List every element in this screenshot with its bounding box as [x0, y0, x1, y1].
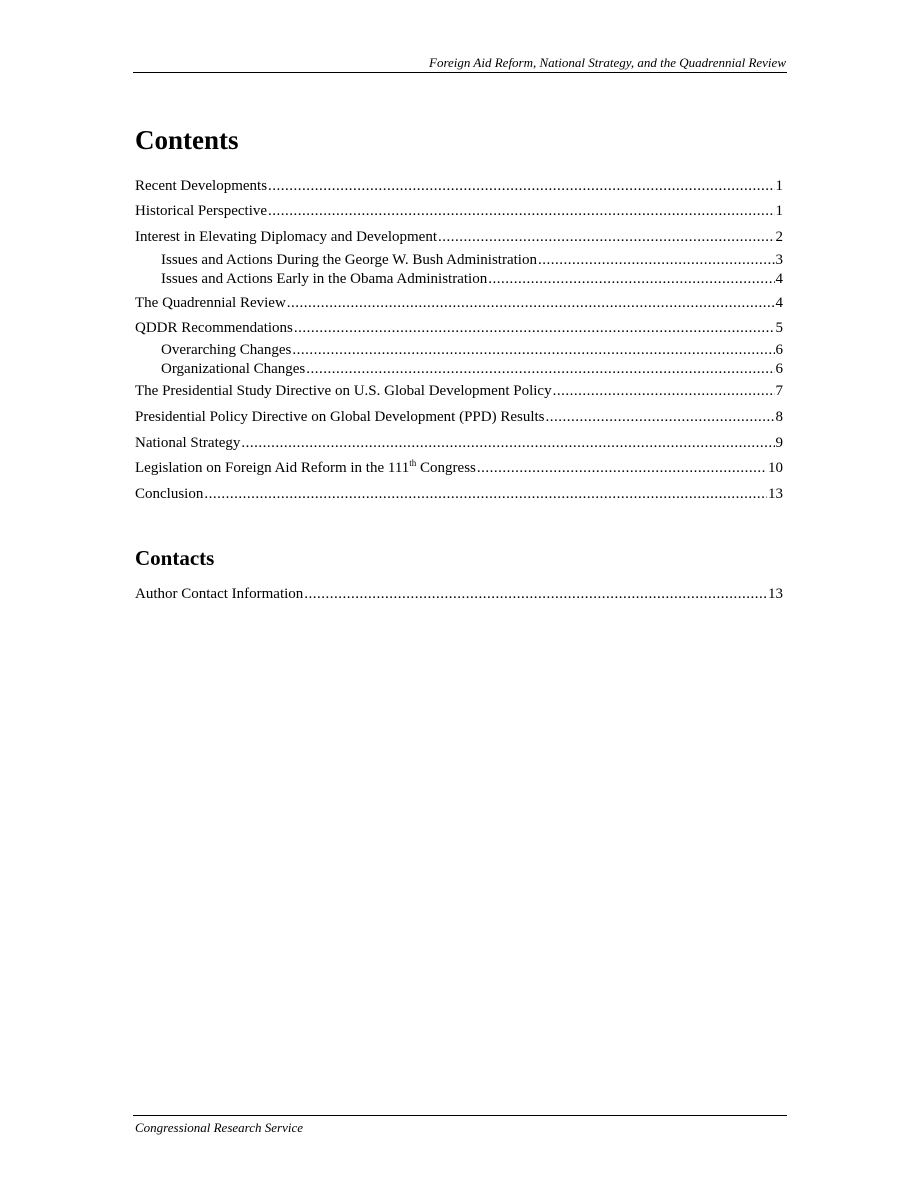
toc-subentry[interactable]: [135, 270, 783, 288]
running-footer: Congressional Research Service: [135, 1120, 303, 1135]
toc-entry-title: Issues and Actions Early in the Obama Administration: [161, 271, 488, 287]
toc-entry-title: The Presidential Study Directive on U.S. Global Development Policy: [135, 383, 552, 399]
toc-leader-dots: [546, 408, 775, 426]
toc-entry[interactable]: [135, 485, 783, 503]
toc-leader-dots: [306, 360, 774, 378]
toc-leader-dots: [287, 294, 775, 312]
toc-entry-page: 2: [775, 229, 783, 245]
toc-leader-dots: [241, 434, 774, 452]
toc-entry-page: 7: [775, 383, 783, 399]
toc-entry-title: The Quadrennial Review: [135, 295, 286, 311]
toc-subentry[interactable]: [135, 341, 783, 359]
toc-leader-dots: [304, 585, 767, 603]
toc-entry-title: Interest in Elevating Diplomacy and Development: [135, 229, 437, 245]
contents-heading: Contents: [135, 125, 239, 155]
toc-entry-page: 3: [775, 252, 783, 268]
toc-entry-title: Presidential Policy Directive on Global Development (PPD) Results: [135, 409, 545, 425]
toc-leader-dots: [553, 382, 775, 400]
toc-entry[interactable]: [135, 294, 783, 312]
toc-entry-page: 4: [775, 271, 783, 287]
toc-leader-dots: [268, 202, 774, 220]
toc-entry-title: Issues and Actions During the George W. Bush Administration: [161, 252, 537, 268]
toc-entry[interactable]: [135, 228, 783, 246]
toc-entry-title-part: Congress: [416, 460, 476, 476]
running-header: Foreign Aid Reform, National Strategy, and the Quadrennial Review: [429, 55, 786, 70]
toc-entry-page: 1: [775, 203, 783, 219]
footer-rule: [133, 1115, 787, 1116]
toc-entry-title: Overarching Changes: [161, 342, 292, 358]
toc-entry-title-part: Legislation on Foreign Aid Reform in the 111: [135, 460, 410, 476]
toc-leader-dots: [204, 485, 767, 503]
ordinal-superscript: th: [409, 458, 417, 468]
toc-entry-title: Organizational Changes: [161, 361, 306, 377]
toc-entry-title: Author Contact Information: [135, 586, 304, 602]
toc-entry-title: [135, 459, 476, 477]
header-rule: [133, 72, 787, 73]
toc-leader-dots: [438, 228, 775, 246]
toc-entry[interactable]: [135, 319, 783, 337]
toc-entry-page: 6: [775, 361, 783, 377]
toc-entry[interactable]: [135, 382, 783, 400]
toc-leader-dots: [538, 251, 775, 269]
toc-entry[interactable]: [135, 202, 783, 220]
toc-entry-title: Historical Perspective: [135, 203, 268, 219]
toc-leader-dots: [488, 270, 774, 288]
toc-subentry[interactable]: [135, 251, 783, 269]
toc-entry-title: QDDR Recommendations: [135, 320, 293, 336]
toc-entry-page: 4: [775, 295, 783, 311]
toc-subentry[interactable]: [135, 360, 783, 378]
toc-entry-page: 5: [775, 320, 783, 336]
toc-leader-dots: [477, 459, 767, 477]
toc-entry[interactable]: [135, 585, 783, 603]
toc-entry-title: National Strategy: [135, 435, 241, 451]
toc-entry-title: Conclusion: [135, 486, 204, 502]
toc-leader-dots: [268, 177, 774, 195]
toc-entry[interactable]: [135, 177, 783, 195]
toc-entry[interactable]: [135, 459, 783, 477]
toc-entry[interactable]: [135, 408, 783, 426]
toc-leader-dots: [294, 319, 775, 337]
toc-entry-page: 13: [768, 586, 783, 602]
toc-entry-title: Recent Developments: [135, 178, 268, 194]
toc-entry-page: 13: [768, 486, 783, 502]
toc-entry[interactable]: [135, 434, 783, 452]
toc-entry-page: 1: [775, 178, 783, 194]
contacts-heading: Contacts: [135, 546, 215, 570]
toc-entry-page: 8: [775, 409, 783, 425]
toc-entry-page: 10: [768, 460, 783, 476]
toc-leader-dots: [292, 341, 774, 359]
toc-entry-page: 9: [775, 435, 783, 451]
toc-entry-page: 6: [775, 342, 783, 358]
